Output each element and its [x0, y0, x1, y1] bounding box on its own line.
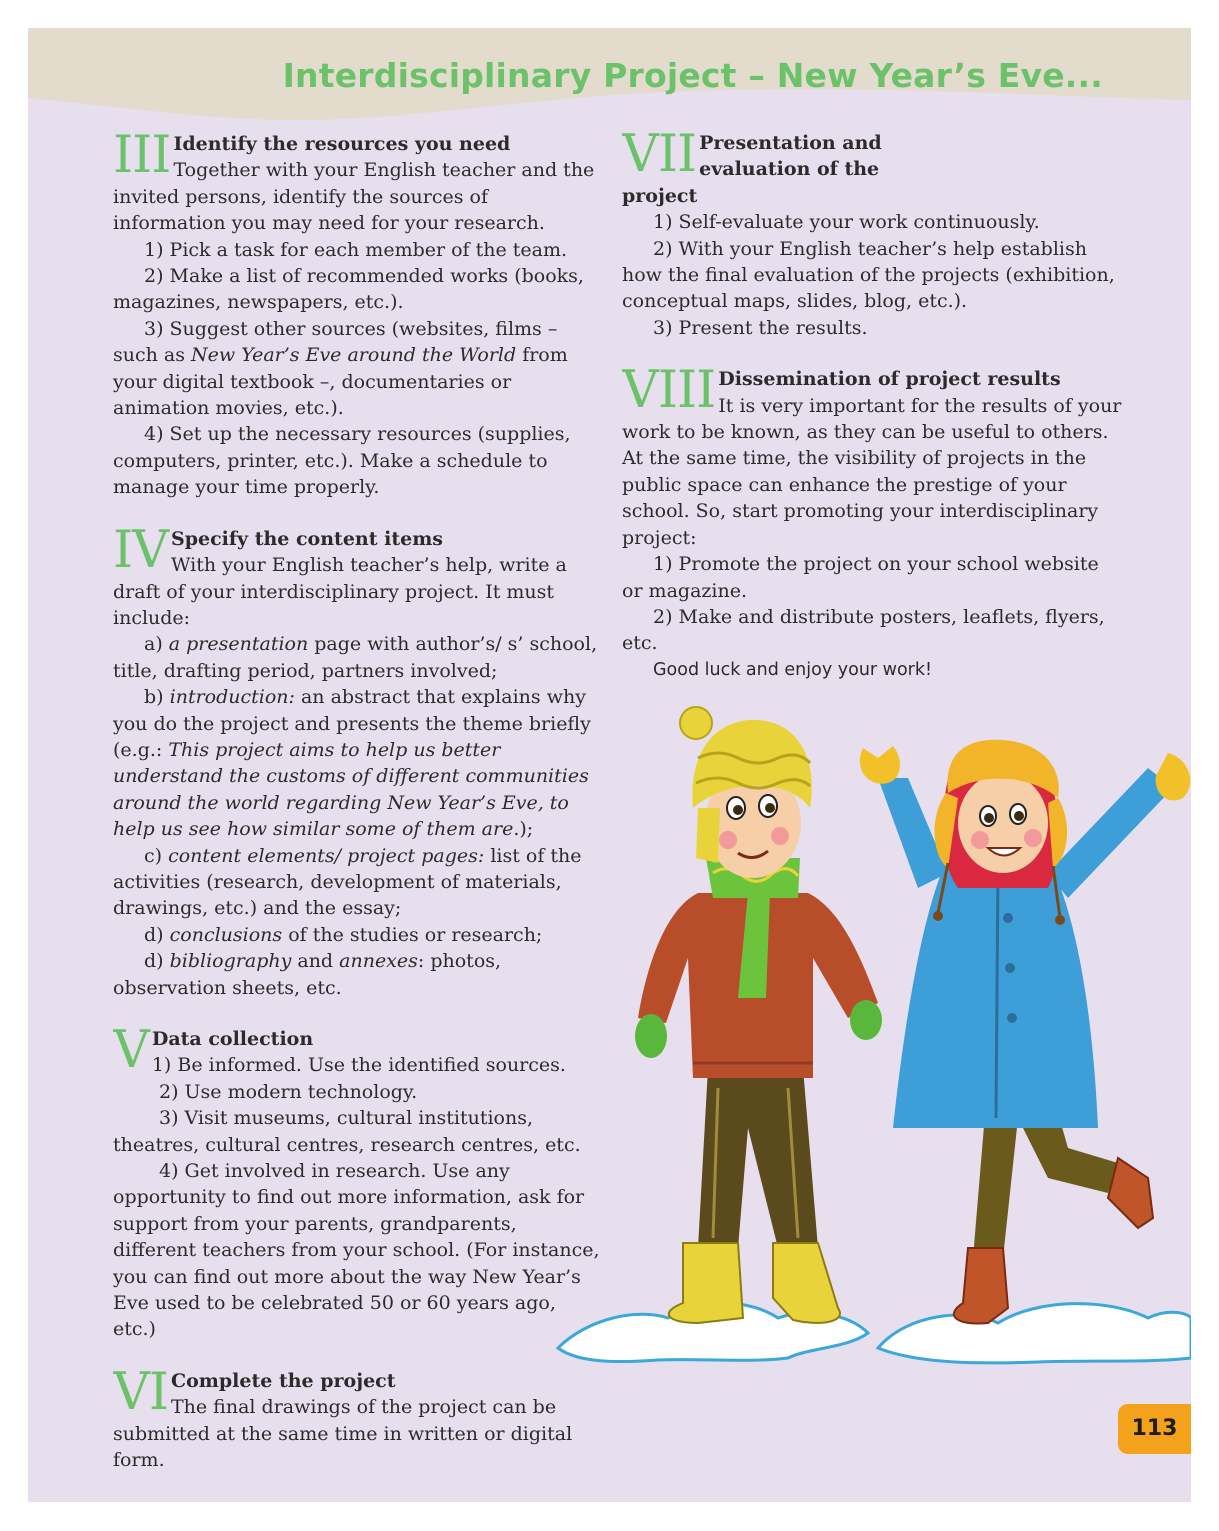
section-intro: With your English teacher’s help, write a draft of your interdisciplinary project. It must include: [113, 554, 567, 629]
section-intro: It is very important for the results of your work to be known, as they can be useful to others. At the same time, the visibility of projects in the public space can enhance the prestige of your school. So, start promoting your interdisciplinary project: [622, 394, 1122, 549]
closing-line: Good luck and enjoy your work! [653, 659, 933, 680]
section-vii-head [622, 130, 1122, 209]
kids-winter-illustration [548, 658, 1191, 1378]
list-item: 4) Get involved in research. Use any opportunity to find out more information, ask for support from your parents, grandparents, different teachers from your school. (For instance, you can find out more about the way New Year’s Eve used to be celebrated 50 or 60 years ago, etc.) [113, 1160, 600, 1341]
section-iii-head [113, 131, 603, 237]
section-numeral: V [113, 1026, 149, 1079]
section-iv-head [113, 526, 603, 632]
section-title: Complete the project [170, 1369, 396, 1392]
page-number: 113 [1118, 1404, 1191, 1454]
list-item: a) a presentation page with author’s/ s’ school, title, drafting period, partners involved; [113, 633, 598, 682]
list-item: 1) Be informed. Use the identified sources. [151, 1054, 566, 1077]
section-title: Dissemination of project results [718, 368, 1061, 391]
section-title: Presentation and evaluation of the project [622, 132, 882, 207]
list-item: 1) Pick a task for each member of the team. [144, 238, 568, 261]
list-item: b) introduction: an abstract that explains why you do the project and presents the theme briefly (e.g.: This project aims to help us better understand the customs of different communities around the world regarding New Year’s Eve, to help us see how similar some of them are.); [113, 686, 591, 841]
section-vi-head [113, 1368, 603, 1474]
snow-patch-icon [558, 1303, 1191, 1363]
section-numeral: VI [113, 1367, 168, 1422]
girl-figure-icon [860, 740, 1190, 1324]
section-intro: Together with your English teacher and the invited persons, identify the sources of information you may need for your research. [113, 159, 595, 235]
section-numeral: IV [113, 525, 168, 580]
left-column [113, 131, 603, 1474]
list-item: 3) Suggest other sources (websites, films – such as New Year’s Eve around the World from your digital textbook –, documentaries or animation movies, etc.). [113, 317, 568, 420]
section-v [113, 1026, 603, 1343]
list-item: 3) Visit museums, cultural institutions, theatres, cultural centres, research centres, etc. [113, 1107, 581, 1156]
list-item: 2) Make and distribute posters, leaflets, flyers, etc. [622, 605, 1105, 655]
list-item: 1) Self-evaluate your work continuously. [653, 211, 1040, 234]
page-title: Interdisciplinary Project – New Year’s Eve... [282, 56, 1103, 95]
section-viii [622, 366, 1122, 683]
list-item: 3) Present the results. [653, 316, 868, 339]
list-item: 2) Use modern technology. [159, 1080, 418, 1103]
section-numeral: III [113, 131, 171, 185]
section-v-head [113, 1026, 603, 1079]
section-vi [113, 1368, 603, 1474]
boy-figure-icon [635, 707, 882, 1323]
section-numeral: VII [622, 130, 697, 184]
section-viii-head [622, 366, 1122, 551]
right-column [622, 130, 1122, 683]
list-item: 2) Make a list of recommended works (books, magazines, newspapers, etc.). [113, 265, 584, 314]
list-item: 4) Set up the necessary resources (supplies, computers, printer, etc.). Make a schedule to manage your time properly. [113, 423, 571, 499]
list-item: d) bibliography and annexes: photos, observation sheets, etc. [113, 950, 502, 999]
section-vii [622, 130, 1122, 341]
list-item: c) content elements/ project pages: list of the activities (research, development of materials, drawings, etc.) and the essay; [113, 844, 582, 920]
section-iii [113, 131, 603, 501]
section-title: Data collection [151, 1028, 314, 1050]
list-item: d) conclusions of the studies or research; [144, 923, 543, 946]
textbook-page [28, 28, 1191, 1502]
section-iv [113, 526, 603, 1001]
section-intro: The final drawings of the project can be submitted at the same time in written or digital form. [113, 1396, 573, 1472]
list-item: 1) Promote the project on your school website or magazine. [622, 553, 1099, 602]
illustration-svg [548, 658, 1191, 1378]
section-numeral: VIII [622, 366, 716, 421]
section-title: Specify the content items [170, 527, 443, 550]
section-title: Identify the resources you need [173, 133, 511, 155]
list-item: 2) With your English teacher’s help establish how the final evaluation of the projects (exhibition, conceptual maps, slides, blog, etc.). [622, 237, 1115, 313]
